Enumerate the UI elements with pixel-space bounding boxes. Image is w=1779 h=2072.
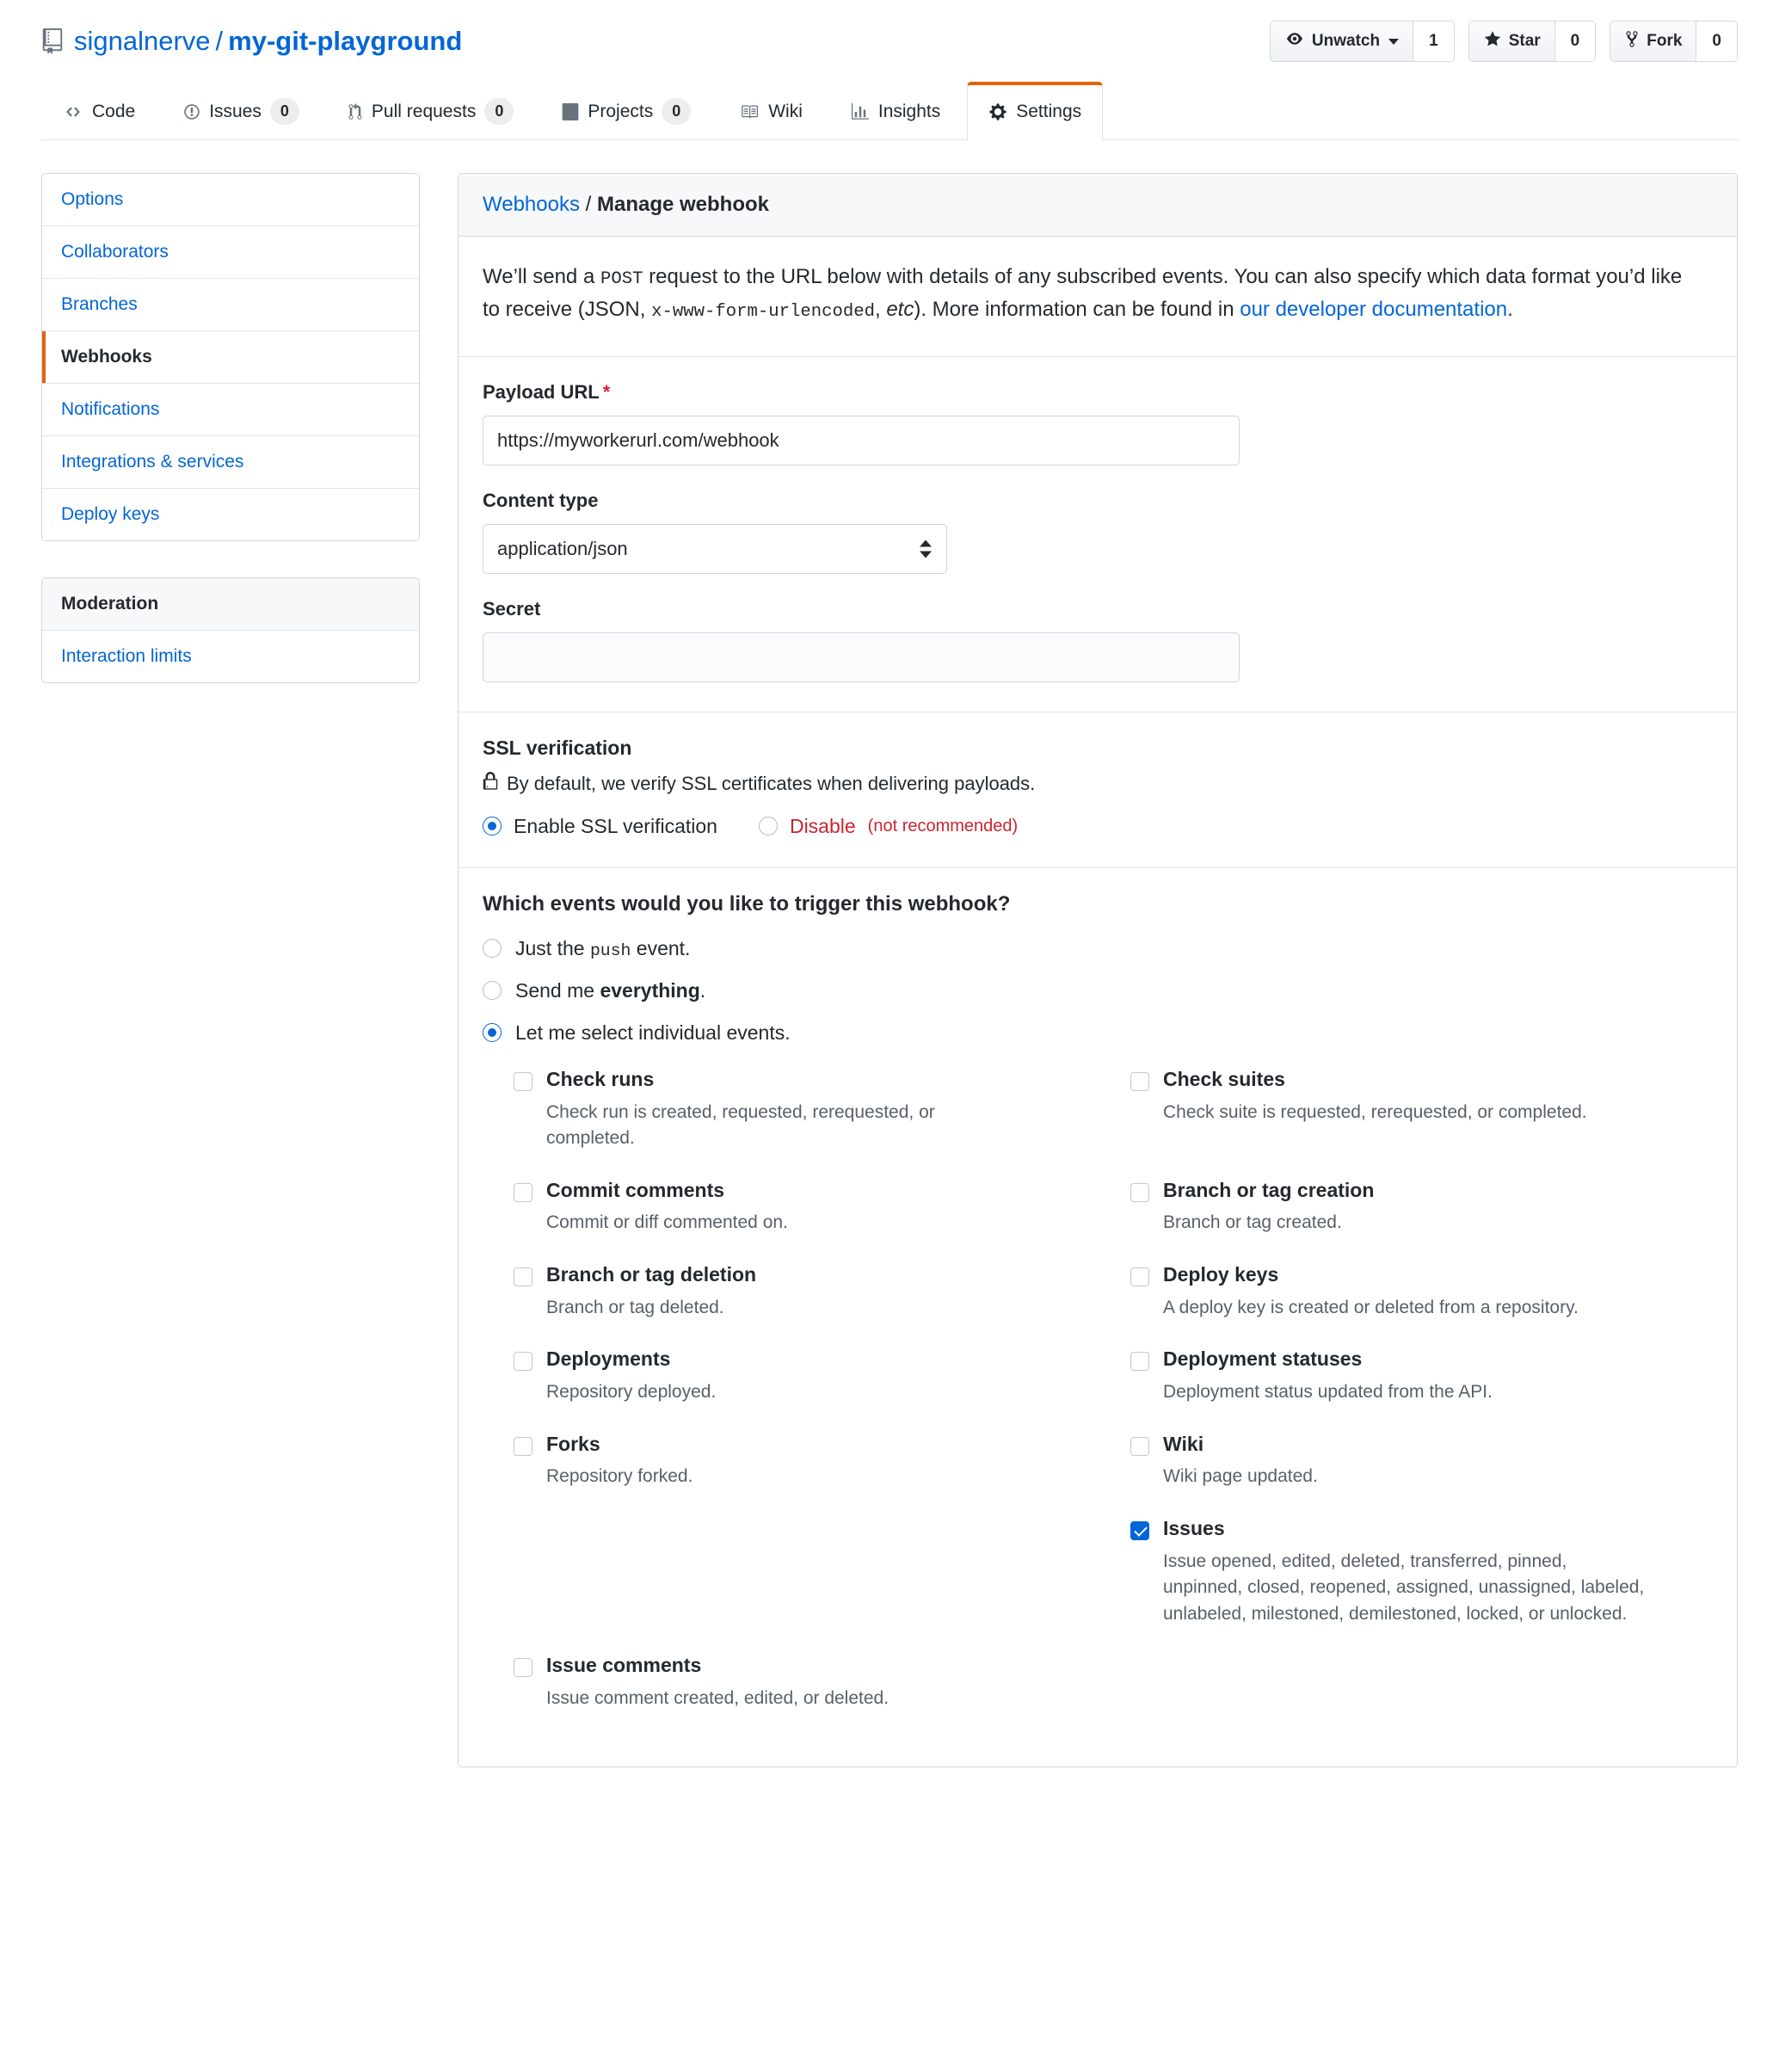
intro-part2: request to the URL below with details of any subscribed events. You can also specify which data format you’d like to receive (JSON, <box>483 265 1683 322</box>
unwatch-button[interactable] <box>1271 22 1413 61</box>
repo-nav <box>41 81 1738 140</box>
eye-icon <box>1284 31 1305 52</box>
event-title: Deploy keys <box>1163 1262 1279 1286</box>
tab-wiki[interactable] <box>717 82 824 140</box>
event-desc: Branch or tag deleted. <box>546 1297 724 1317</box>
sidebar-item-webhooks[interactable]: Webhooks <box>42 331 419 384</box>
checkbox-deployments[interactable] <box>514 1352 532 1371</box>
secret-field <box>483 598 1713 682</box>
checkbox-commit-comments[interactable] <box>514 1183 532 1202</box>
event-desc: Issue opened, edited, deleted, transferred, pinned, unpinned, closed, reopened, assigned, unassigned, labeled, unlabeled, milestoned, demilestoned, locked, or unlocked. <box>1163 1551 1645 1624</box>
book-icon <box>739 103 760 120</box>
intro-code-post: POST <box>600 269 643 289</box>
fork-count: 0 <box>1696 22 1737 61</box>
page-body <box>0 140 1779 1767</box>
breadcrumb-webhooks-link[interactable]: Webhooks <box>483 193 580 216</box>
tab-pull-requests[interactable] <box>326 82 535 140</box>
event-desc: Check run is created, requested, rerequested, or completed. <box>546 1101 935 1149</box>
event-desc: Check suite is requested, rerequested, or completed. <box>1163 1101 1587 1122</box>
checkbox-issues[interactable] <box>1130 1521 1149 1540</box>
event-item[interactable] <box>1130 1347 1713 1405</box>
push-code: push <box>589 940 631 960</box>
checkbox-branch-or-tag-deletion[interactable] <box>514 1267 532 1286</box>
event-desc: A deploy key is created or deleted from a repository. <box>1163 1297 1579 1317</box>
ssl-enable-radio[interactable] <box>483 817 502 836</box>
push-label-before: Just the <box>515 936 590 959</box>
chevron-updown-icon <box>920 540 932 558</box>
repo-icon <box>41 28 64 54</box>
repo-title-row <box>41 21 1738 62</box>
event-choice-everything[interactable] <box>483 979 1713 1002</box>
sidebar-item-options[interactable]: Options <box>42 174 419 226</box>
unwatch-button-group[interactable] <box>1270 21 1455 62</box>
intro-part3: , <box>874 298 887 322</box>
repo-actions <box>1270 21 1738 62</box>
issue-opened-icon <box>183 103 200 120</box>
secret-input[interactable] <box>483 632 1240 682</box>
required-marker: * <box>602 380 611 403</box>
payload-url-label-text: Payload URL <box>483 380 600 403</box>
event-item[interactable] <box>514 1067 1096 1152</box>
event-choice-individual-radio[interactable] <box>483 1023 502 1042</box>
tab-issues-label: Issues <box>209 101 262 121</box>
ssl-note-text: By default, we verify SSL certificates when delivering payloads. <box>507 772 1036 794</box>
event-desc: Wiki page updated. <box>1163 1466 1318 1487</box>
unwatch-label: Unwatch <box>1311 32 1381 50</box>
tab-settings-label: Settings <box>1016 101 1082 121</box>
event-desc: Issue comment created, edited, or deleted. <box>546 1687 890 1708</box>
payload-url-input[interactable] <box>483 416 1240 466</box>
event-item[interactable] <box>1130 1432 1713 1490</box>
event-choice-individual[interactable] <box>483 1021 1713 1045</box>
ssl-verification-section <box>459 712 1737 868</box>
event-title: Branch or tag creation <box>1163 1178 1375 1201</box>
ssl-disable-label: Disable <box>789 814 856 837</box>
tab-pull-requests-count: 0 <box>484 98 514 125</box>
event-title: Wiki <box>1163 1432 1204 1455</box>
event-desc: Branch or tag created. <box>1163 1212 1342 1233</box>
repo-separator: / <box>215 26 224 57</box>
intro-code-urlencoded: x-www-form-urlencoded <box>651 302 875 323</box>
breadcrumb-separator: / <box>585 193 592 216</box>
event-item[interactable] <box>514 1178 1096 1236</box>
settings-sidebar <box>41 173 420 719</box>
checkbox-wiki[interactable] <box>1130 1437 1149 1456</box>
tab-insights-label: Insights <box>877 101 941 121</box>
tab-code-label: Code <box>92 101 136 121</box>
checkbox-branch-or-tag-creation[interactable] <box>1130 1183 1149 1202</box>
webhook-fields-section <box>459 357 1737 712</box>
event-choice-everything-label <box>515 979 705 1002</box>
ssl-radio-group <box>483 815 1713 838</box>
checkbox-deployment-statuses[interactable] <box>1130 1352 1149 1371</box>
repo-header <box>0 0 1779 140</box>
tab-insights[interactable] <box>829 82 962 140</box>
breadcrumb <box>459 174 1737 237</box>
developer-documentation-link[interactable]: our developer documentation <box>1240 298 1508 322</box>
graph-icon <box>851 103 870 120</box>
events-question: Which events would you like to trigger this webhook? <box>483 891 1011 916</box>
event-item[interactable] <box>1130 1178 1713 1236</box>
event-title: Check runs <box>546 1067 655 1090</box>
sidebar-item-collaborators[interactable]: Collaborators <box>42 226 419 279</box>
star-button[interactable] <box>1469 22 1554 61</box>
event-choice-individual-label: Let me select individual events. <box>515 1021 791 1044</box>
intro-section <box>459 237 1737 357</box>
tab-projects-label: Projects <box>588 101 654 121</box>
breadcrumb-current: Manage webhook <box>596 193 770 216</box>
gear-icon <box>988 102 1007 121</box>
event-desc: Commit or diff commented on. <box>546 1212 788 1233</box>
checkbox-issue-comments[interactable] <box>514 1658 532 1677</box>
tab-pull-requests-label: Pull requests <box>371 101 477 121</box>
star-icon <box>1483 30 1502 53</box>
event-title: Deployments <box>546 1347 671 1371</box>
checkbox-check-runs[interactable] <box>514 1072 532 1091</box>
event-item[interactable] <box>1130 1262 1713 1321</box>
sidebar-item-integrations-services[interactable]: Integrations & services <box>42 436 419 489</box>
event-title: Check suites <box>1163 1067 1285 1090</box>
star-button-group[interactable] <box>1468 21 1597 62</box>
moderation-heading: Moderation <box>42 578 419 631</box>
tab-projects[interactable] <box>540 82 712 140</box>
ssl-note <box>483 772 1713 796</box>
intro-part1: We’ll send a <box>483 265 600 288</box>
sidebar-item-deploy-keys[interactable]: Deploy keys <box>42 489 419 540</box>
fork-icon <box>1624 30 1640 53</box>
event-title: Issue comments <box>546 1654 702 1677</box>
code-icon <box>63 104 83 120</box>
settings-menu <box>41 173 420 541</box>
sidebar-item-interaction-limits[interactable]: Interaction limits <box>42 631 419 682</box>
event-choice-push[interactable] <box>483 937 1713 960</box>
moderation-menu <box>41 577 420 683</box>
event-choice-everything-radio[interactable] <box>483 981 502 1000</box>
tab-issues[interactable] <box>162 82 321 140</box>
event-item[interactable] <box>514 1653 1096 1711</box>
event-title: Forks <box>546 1432 600 1455</box>
tab-code[interactable] <box>41 82 157 140</box>
tab-issues-count: 0 <box>270 98 299 125</box>
sidebar-item-notifications[interactable]: Notifications <box>42 384 419 436</box>
ssl-disable-radio[interactable] <box>759 817 778 836</box>
event-choice-push-radio[interactable] <box>483 939 502 958</box>
payload-url-label <box>483 381 1713 404</box>
individual-events-grid <box>483 1067 1713 1738</box>
events-section <box>459 868 1737 1767</box>
ssl-enable-option[interactable] <box>483 815 717 838</box>
tab-settings[interactable] <box>967 82 1103 140</box>
ssl-title: SSL verification <box>483 736 632 759</box>
ssl-disable-note: (not recommended) <box>867 816 1019 836</box>
sidebar-item-branches[interactable]: Branches <box>42 279 419 331</box>
intro-part4: ). More information can be found in <box>914 298 1240 322</box>
ssl-enable-label: Enable SSL verification <box>514 814 717 837</box>
event-title: Branch or tag deletion <box>546 1262 757 1286</box>
fork-button[interactable] <box>1610 22 1696 61</box>
git-pull-request-icon <box>348 103 363 120</box>
content-type-select[interactable]: application/json <box>483 524 947 574</box>
event-title: Deployment statuses <box>1163 1347 1363 1371</box>
repo-name-link[interactable]: my-git-playground <box>228 26 463 57</box>
fork-label: Fork <box>1647 32 1683 50</box>
everything-label-after: . <box>699 978 706 1002</box>
push-label-after: event. <box>631 936 691 959</box>
content-type-field <box>483 490 1713 574</box>
repo-owner-link[interactable]: signalnerve <box>74 26 211 57</box>
event-title: Issues <box>1163 1516 1225 1539</box>
ssl-disable-option[interactable] <box>759 815 1018 838</box>
tab-projects-count: 0 <box>662 98 691 125</box>
intro-text <box>483 261 1704 327</box>
unwatch-count: 1 <box>1413 22 1454 61</box>
checkbox-forks[interactable] <box>514 1437 532 1456</box>
event-desc: Repository deployed. <box>546 1382 717 1403</box>
fork-button-group[interactable] <box>1610 21 1738 62</box>
event-desc: Deployment status updated from the API. <box>1163 1382 1493 1403</box>
event-item[interactable] <box>514 1262 1096 1321</box>
checkbox-check-suites[interactable] <box>1130 1072 1149 1091</box>
grid-spacer <box>514 1516 1096 1653</box>
chevron-down-icon <box>1388 39 1399 45</box>
everything-label-before: Send me <box>515 978 600 1002</box>
project-icon <box>562 103 579 120</box>
star-label: Star <box>1508 32 1541 50</box>
event-item[interactable] <box>514 1432 1096 1490</box>
event-item[interactable] <box>1130 1516 1713 1627</box>
everything-strong: everything <box>600 978 700 1002</box>
tab-wiki-label: Wiki <box>768 101 803 121</box>
secret-label: Secret <box>483 597 541 620</box>
event-title: Commit comments <box>546 1178 725 1201</box>
event-choice-push-label <box>515 937 690 960</box>
event-desc: Repository forked. <box>546 1466 693 1487</box>
event-item[interactable] <box>514 1347 1096 1405</box>
intro-em-etc: etc <box>886 298 914 322</box>
lock-icon <box>483 772 498 796</box>
page-title <box>41 25 462 57</box>
webhook-panel <box>458 173 1738 1767</box>
star-count: 0 <box>1554 22 1596 61</box>
content-type-select-wrap[interactable] <box>483 524 947 574</box>
content-type-label: Content type <box>483 489 599 511</box>
checkbox-deploy-keys[interactable] <box>1130 1267 1149 1286</box>
event-item[interactable] <box>1130 1067 1713 1152</box>
intro-part5: . <box>1507 298 1513 322</box>
payload-url-field <box>483 381 1713 466</box>
